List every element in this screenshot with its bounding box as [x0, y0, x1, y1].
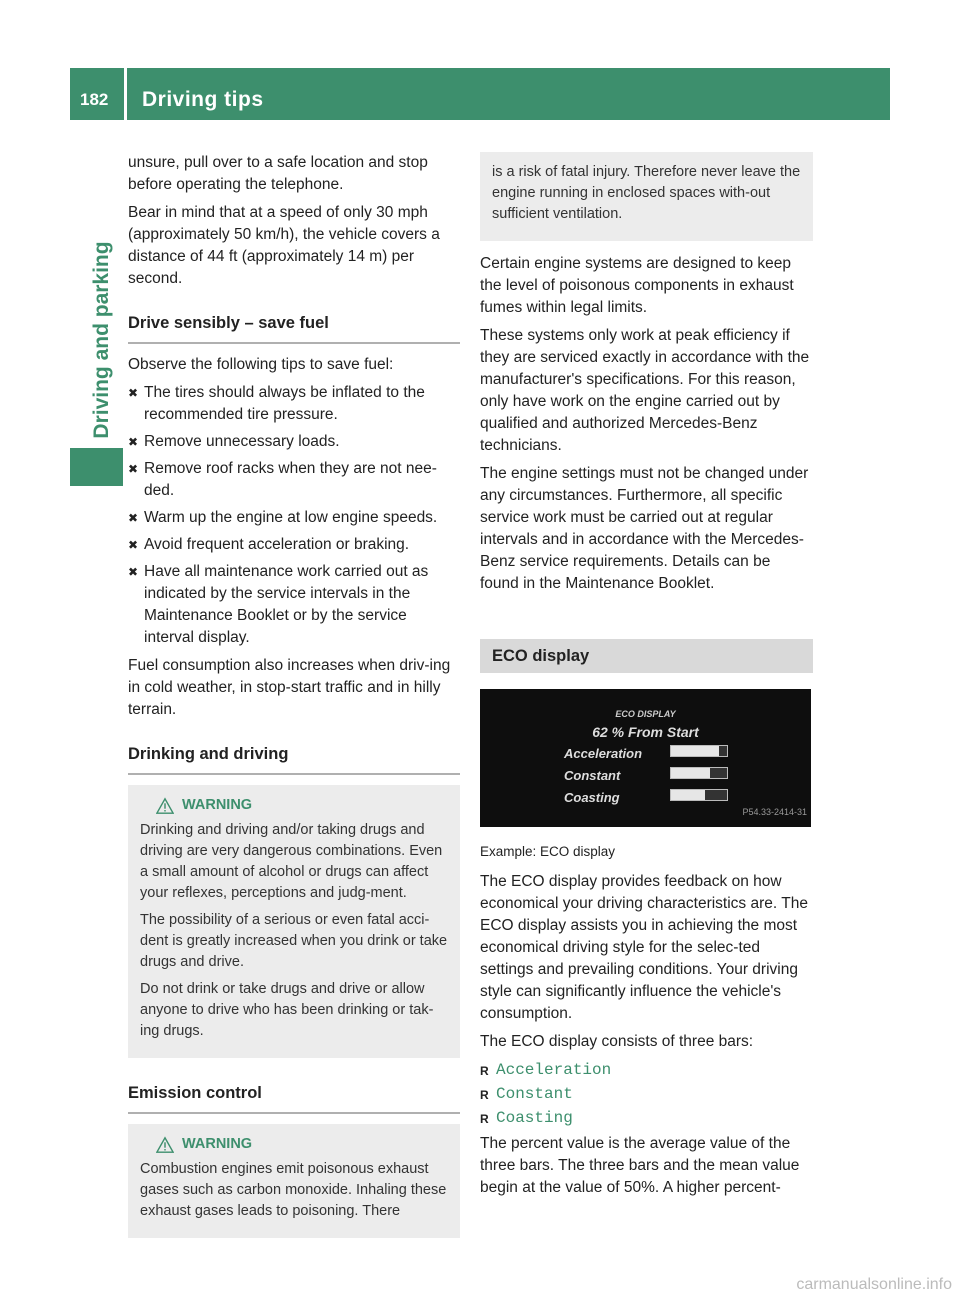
page-number: 182: [80, 90, 109, 109]
list-item: ✖ Have all maintenance work carried out as indicated by the service intervals in the Maintenance Booklet or by the service interval display.: [128, 561, 460, 649]
paragraph: The ECO display consists of three bars:: [480, 1033, 754, 1050]
paragraph: Fuel consumption also increases when driv-ing in cold weather, in stop-start traffic and in hilly terrain.: [128, 657, 451, 718]
eco-bar-fill: [671, 768, 710, 778]
paragraph: Observe the following tips to save fuel:: [128, 356, 394, 373]
warning-text: is a risk of fatal injury. Therefore never leave the engine running in enclosed spaces with-out sufficient ventilation.: [492, 164, 801, 222]
eco-screen-label: Constant: [564, 768, 621, 783]
eco-bar-fill: [671, 746, 719, 756]
warning-triangle-icon: [156, 1136, 174, 1154]
right-column: [480, 152, 813, 1205]
section-heading-emission: Emission control: [128, 1082, 460, 1114]
list-item: ✖ Remove unnecessary loads.: [128, 431, 460, 453]
display-term: Coasting: [496, 1109, 573, 1127]
sidebar-chapter-marker: [70, 448, 123, 486]
display-term: Constant: [496, 1085, 573, 1103]
left-column: [128, 152, 460, 1262]
list-item: ✖ Avoid frequent acceleration or braking.: [128, 534, 460, 556]
eco-screen-label: Coasting: [564, 790, 620, 805]
warning-triangle-icon: [156, 797, 174, 815]
page-title: Driving tips: [142, 88, 264, 111]
list-item: ✖ The tires should always be inflated to the recommended tire pressure.: [128, 382, 460, 426]
eco-screen-title: ECO DISPLAY: [615, 709, 676, 719]
list-item: [480, 1107, 813, 1129]
image-reference-code: P54.33-2414-31: [742, 807, 807, 817]
warning-text: Do not drink or take drugs and drive or allow anyone to drive who has been drinking or tak-ing drugs.: [140, 981, 434, 1039]
eco-bars-list: [480, 1059, 813, 1129]
list-item: [480, 1059, 813, 1081]
display-term: Acceleration: [496, 1061, 612, 1079]
warning-box-emission: [128, 1124, 460, 1238]
list-item: ✖ Warm up the engine at low engine speeds.: [128, 507, 460, 529]
section-heading-fuel: Drive sensibly – save fuel: [128, 312, 460, 344]
warning-header: [156, 795, 450, 816]
paragraph: Certain engine systems are designed to keep the level of poisonous components in exhaust fumes within legal limits.: [480, 255, 794, 316]
header-divider: [124, 68, 127, 120]
eco-bar-coasting: [670, 789, 728, 801]
section-heading-drinking: Drinking and driving: [128, 743, 460, 775]
sidebar-chapter-label: Driving and parking: [90, 241, 113, 439]
watermark[interactable]: carmanualsonline.info: [796, 1276, 952, 1293]
eco-screen-label: Acceleration: [564, 746, 643, 761]
eco-screen-percent: 62 % From Start: [592, 724, 699, 740]
paragraph: unsure, pull over to a safe location and stop before operating the telephone.: [128, 154, 428, 193]
warning-header: [156, 1134, 450, 1155]
eco-bar-fill: [671, 790, 705, 800]
paragraph: Bear in mind that at a speed of only 30 mph (approximately 50 km/h), the vehicle covers a distance of 44 ft (approximately 14 m) per second.: [128, 204, 440, 287]
warning-box-drinking: [128, 785, 460, 1058]
warning-text: Drinking and driving and/or taking drugs and driving are very dangerous combinations. Even a small amount of alcohol or drugs can affect your reflexes, perceptions and judg-ment.: [140, 822, 443, 901]
eco-display-image: [480, 689, 811, 827]
section-heading-eco: ECO display: [480, 639, 813, 673]
warning-text: Combustion engines emit poisonous exhaust gases such as carbon monoxide. Inhaling these exhaust gases leads to poisoning. There: [140, 1161, 447, 1219]
warning-label: WARNING: [182, 1136, 253, 1152]
eco-bar-constant: [670, 767, 728, 779]
paragraph: The engine settings must not be changed under any circumstances. Furthermore, all specific service work must be carried out at regular intervals and in accordance with the Mercedes-Benz service requirements. Details can be found in the Maintenance Booklet.: [480, 465, 809, 592]
list-item: ✖ Remove roof racks when they are not nee-ded.: [128, 458, 460, 502]
warning-box-continued: [480, 152, 813, 241]
list-item: [480, 1083, 813, 1105]
paragraph: These systems only work at peak efficiency if they are serviced exactly in accordance with the manufacturer's specifications. For this reason, only have work on the engine carried out by qualified and authorized Mercedes-Benz technicians.: [480, 327, 810, 454]
warning-text: The possibility of a serious or even fatal acci-dent is greatly increased when you drink or take drugs and drive.: [140, 912, 448, 970]
image-caption: Example: ECO display: [480, 844, 616, 859]
warning-label: WARNING: [182, 797, 253, 813]
paragraph: The ECO display provides feedback on how economical your driving characteristics are. The ECO display assists you in achieving the most economical driving style for the selec-ted settings and prevailing conditions. Your driving style can significantly influence the vehicle's consumption.: [480, 873, 808, 1022]
paragraph: The percent value is the average value of the three bars. The three bars and the mean value begin at the value of 50%. A higher percent-: [480, 1135, 800, 1196]
fuel-tips-list: [128, 382, 460, 649]
eco-bar-acceleration: [670, 745, 728, 757]
